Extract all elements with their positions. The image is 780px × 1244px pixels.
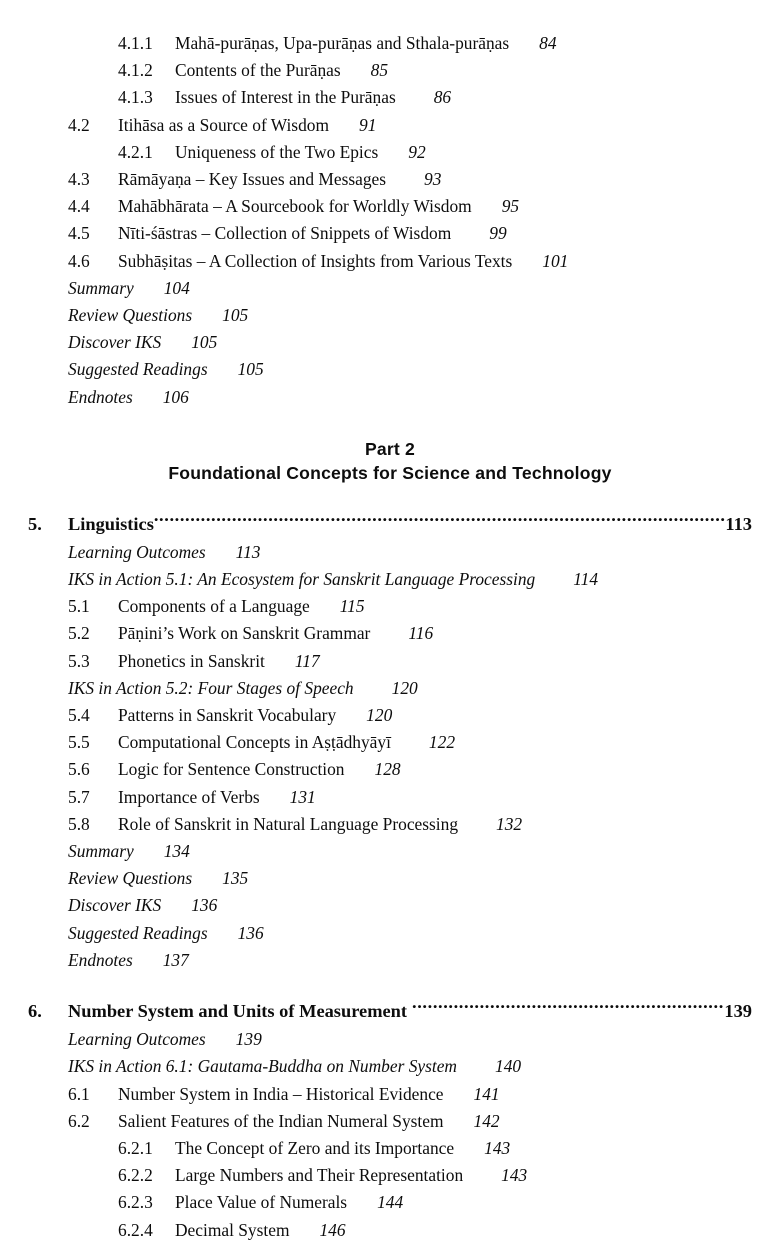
entry-title: Computational Concepts in Aṣṭādhyāyī xyxy=(118,732,391,753)
front-matter-label: IKS in Action 6.1: Gautama-Buddha on Number System xyxy=(68,1056,457,1077)
toc-back-matter-item[interactable] xyxy=(68,865,752,892)
entry-number: 4.5 xyxy=(68,223,90,244)
entry-title: Uniqueness of the Two Epics xyxy=(175,141,379,162)
toc-back-matter-item[interactable] xyxy=(68,838,752,865)
part-label: Part 2 xyxy=(364,438,416,459)
spacer xyxy=(28,485,752,509)
toc-entry[interactable] xyxy=(28,648,752,675)
entry-number: 4.4 xyxy=(68,196,90,217)
toc-entry[interactable] xyxy=(28,220,752,247)
toc-entry[interactable] xyxy=(28,729,752,756)
entry-page: 128 xyxy=(374,759,401,780)
back-matter-page: 134 xyxy=(163,841,190,862)
back-matter-label: Endnotes xyxy=(68,949,133,970)
toc-entry[interactable] xyxy=(28,1108,752,1135)
entry-number: 5.1 xyxy=(68,596,90,617)
entry-number: 6.2.1 xyxy=(118,1137,153,1158)
toc-entry[interactable] xyxy=(28,784,752,811)
toc-entry[interactable] xyxy=(28,112,752,139)
front-matter-page: 139 xyxy=(235,1029,262,1050)
entry-page: 115 xyxy=(339,596,365,617)
entry-number: 5.6 xyxy=(68,759,90,780)
back-matter-page: 105 xyxy=(222,305,249,326)
front-matter-label: IKS in Action 5.1: An Ecosystem for Sanskrit Language Processing xyxy=(68,569,536,590)
entry-number: 6.1 xyxy=(68,1083,90,1104)
entry-number: 4.3 xyxy=(68,169,90,190)
front-matter-page: 114 xyxy=(573,569,599,590)
chapter-heading-linguistics[interactable] xyxy=(28,509,752,539)
toc-entry[interactable] xyxy=(28,139,752,166)
entry-number: 6.2.2 xyxy=(118,1165,153,1186)
entry-number: 4.2 xyxy=(68,114,90,135)
toc-entry[interactable] xyxy=(28,1081,752,1108)
toc-entry[interactable] xyxy=(28,30,752,57)
entry-title: Components of a Language xyxy=(118,596,310,617)
entry-page: 101 xyxy=(542,250,569,271)
entry-page: 116 xyxy=(408,623,434,644)
entry-number: 6.2 xyxy=(68,1110,90,1131)
entry-page: 143 xyxy=(501,1165,528,1186)
entry-page: 122 xyxy=(428,732,456,753)
toc-front-matter-item[interactable] xyxy=(68,539,752,566)
toc-mid-matter-item[interactable] xyxy=(68,675,752,702)
toc-entry[interactable] xyxy=(28,248,752,275)
chapter-4-section xyxy=(28,30,752,411)
entry-title: Patterns in Sanskrit Vocabulary xyxy=(118,705,337,726)
toc-front-matter-item[interactable] xyxy=(68,566,752,593)
front-matter-page: 140 xyxy=(495,1056,522,1077)
chapter-title: Linguistics xyxy=(68,513,154,534)
back-matter-page: 105 xyxy=(191,332,218,353)
entry-page: 143 xyxy=(484,1137,511,1158)
entry-number: 4.1.1 xyxy=(118,33,153,53)
mid-matter-label: IKS in Action 5.2: Four Stages of Speech xyxy=(68,677,354,698)
entry-page: 117 xyxy=(294,650,320,671)
back-matter-label: Discover IKS xyxy=(68,895,162,916)
toc-entry[interactable] xyxy=(28,1162,752,1189)
toc-entry[interactable] xyxy=(28,756,752,783)
entry-title: Logic for Sentence Construction xyxy=(118,759,345,780)
toc-front-matter-item[interactable] xyxy=(68,1053,752,1080)
chapter-page: 139 xyxy=(724,1001,752,1022)
entry-page: 141 xyxy=(473,1083,500,1104)
spacer xyxy=(28,974,752,996)
entry-number: 5.8 xyxy=(68,813,90,834)
chapter-number: 6. xyxy=(28,1001,42,1022)
toc-entry[interactable] xyxy=(28,1135,752,1162)
back-matter-label: Endnotes xyxy=(68,386,133,407)
entry-number: 4.6 xyxy=(68,250,90,271)
toc-entry[interactable] xyxy=(28,1217,752,1244)
entry-number: 4.2.1 xyxy=(118,141,153,162)
entry-title: Mahā-purāṇas, Upa-purāṇas and Sthala-purāṇas xyxy=(175,33,510,53)
part-title: Foundational Concepts for Science and Technology xyxy=(168,462,612,483)
entry-title: Importance of Verbs xyxy=(118,786,260,807)
dot-leader xyxy=(407,999,724,1017)
dot-leader xyxy=(154,511,726,529)
entry-title: Contents of the Purāṇas xyxy=(175,60,341,81)
toc-entry[interactable] xyxy=(28,811,752,838)
entry-number: 6.2.4 xyxy=(118,1219,153,1240)
entry-page: 93 xyxy=(424,169,442,190)
toc-entry[interactable] xyxy=(28,57,752,84)
entry-page: 132 xyxy=(496,813,523,834)
entry-title: Nīti-śāstras – Collection of Snippets of Wisdom xyxy=(118,223,452,244)
toc-entry[interactable] xyxy=(28,593,752,620)
entry-page: 85 xyxy=(370,60,389,81)
entry-number: 5.5 xyxy=(68,732,90,753)
entry-title: Mahābhārata – A Sourcebook for Worldly Wisdom xyxy=(118,196,472,217)
entry-title: Pāṇini’s Work on Sanskrit Grammar xyxy=(118,623,371,644)
entry-page: 142 xyxy=(473,1110,500,1131)
entry-title: Role of Sanskrit in Natural Language Processing xyxy=(118,813,459,834)
entry-number: 5.7 xyxy=(68,786,90,807)
toc-entry[interactable] xyxy=(28,620,752,647)
toc-entry[interactable] xyxy=(28,702,752,729)
back-matter-page: 105 xyxy=(237,359,264,380)
toc-back-matter-item[interactable] xyxy=(68,329,752,356)
entry-number: 6.2.3 xyxy=(118,1192,153,1213)
back-matter-page: 136 xyxy=(237,922,264,943)
toc-entry[interactable] xyxy=(28,84,752,111)
toc-back-matter-item[interactable] xyxy=(68,275,752,302)
entry-page: 91 xyxy=(359,114,377,135)
chapter-page: 113 xyxy=(725,513,752,534)
entry-page: 120 xyxy=(366,705,393,726)
toc-back-matter-item[interactable] xyxy=(68,302,752,329)
entry-page: 144 xyxy=(377,1192,404,1213)
back-matter-label: Review Questions xyxy=(68,868,193,889)
back-matter-label: Suggested Readings xyxy=(68,359,208,380)
back-matter-page: 104 xyxy=(163,277,190,298)
entry-page: 92 xyxy=(408,141,426,162)
entry-title: Issues of Interest in the Purāṇas xyxy=(175,87,396,108)
entry-title: Itihāsa as a Source of Wisdom xyxy=(118,114,329,135)
entry-page: 99 xyxy=(489,223,507,244)
entry-page: 95 xyxy=(501,196,520,217)
back-matter-label: Summary xyxy=(68,277,134,298)
back-matter-page: 135 xyxy=(222,868,249,889)
entry-page: 84 xyxy=(539,33,557,53)
entry-page: 131 xyxy=(289,786,316,807)
toc-front-matter-item[interactable] xyxy=(68,1026,752,1053)
entry-title: The Concept of Zero and its Importance xyxy=(175,1137,455,1158)
back-matter-label: Review Questions xyxy=(68,305,193,326)
chapter-6-section xyxy=(28,996,752,1244)
back-matter-page: 106 xyxy=(162,386,189,407)
chapter-heading-number-system[interactable] xyxy=(28,996,752,1026)
entry-page: 86 xyxy=(433,87,452,108)
entry-number: 4.1.2 xyxy=(118,60,153,81)
toc-back-matter-item[interactable] xyxy=(68,356,752,383)
front-matter-page: 113 xyxy=(235,541,261,562)
back-matter-label: Summary xyxy=(68,841,134,862)
back-matter-label: Discover IKS xyxy=(68,332,162,353)
front-matter-label: Learning Outcomes xyxy=(68,1029,206,1050)
entry-number: 5.3 xyxy=(68,650,90,671)
front-matter-label: Learning Outcomes xyxy=(68,541,206,562)
toc-entry[interactable] xyxy=(28,1189,752,1216)
entry-title: Large Numbers and Their Representation xyxy=(175,1165,464,1186)
back-matter-page: 136 xyxy=(191,895,218,916)
toc-back-matter-item[interactable] xyxy=(68,384,752,411)
toc-back-matter-item[interactable] xyxy=(68,920,752,947)
mid-matter-page: 120 xyxy=(391,677,418,698)
entry-number: 5.4 xyxy=(68,705,90,726)
toc-back-matter-item[interactable] xyxy=(68,892,752,919)
entry-title: Rāmāyaṇa – Key Issues and Messages xyxy=(118,169,387,190)
back-matter-page: 137 xyxy=(162,949,189,970)
spacer xyxy=(28,411,752,437)
entry-title: Subhāṣitas – A Collection of Insights from Various Texts xyxy=(118,250,513,271)
chapter-5-section xyxy=(28,509,752,974)
entry-title: Phonetics in Sanskrit xyxy=(118,650,265,671)
entry-number: 5.2 xyxy=(68,623,90,644)
entry-title: Decimal System xyxy=(175,1219,290,1240)
entry-title: Place Value of Numerals xyxy=(175,1192,348,1213)
part-heading xyxy=(28,437,752,485)
back-matter-label: Suggested Readings xyxy=(68,922,208,943)
chapter-title: Number System and Units of Measurement xyxy=(68,1001,408,1022)
entry-title: Salient Features of the Indian Numeral System xyxy=(118,1110,444,1131)
toc-entry[interactable] xyxy=(28,166,752,193)
toc-entry[interactable] xyxy=(28,193,752,220)
entry-page: 146 xyxy=(319,1219,346,1240)
entry-title: Number System in India – Historical Evidence xyxy=(118,1083,444,1104)
entry-number: 4.1.3 xyxy=(118,87,153,108)
toc-back-matter-item[interactable] xyxy=(68,947,752,974)
chapter-number: 5. xyxy=(28,513,42,534)
